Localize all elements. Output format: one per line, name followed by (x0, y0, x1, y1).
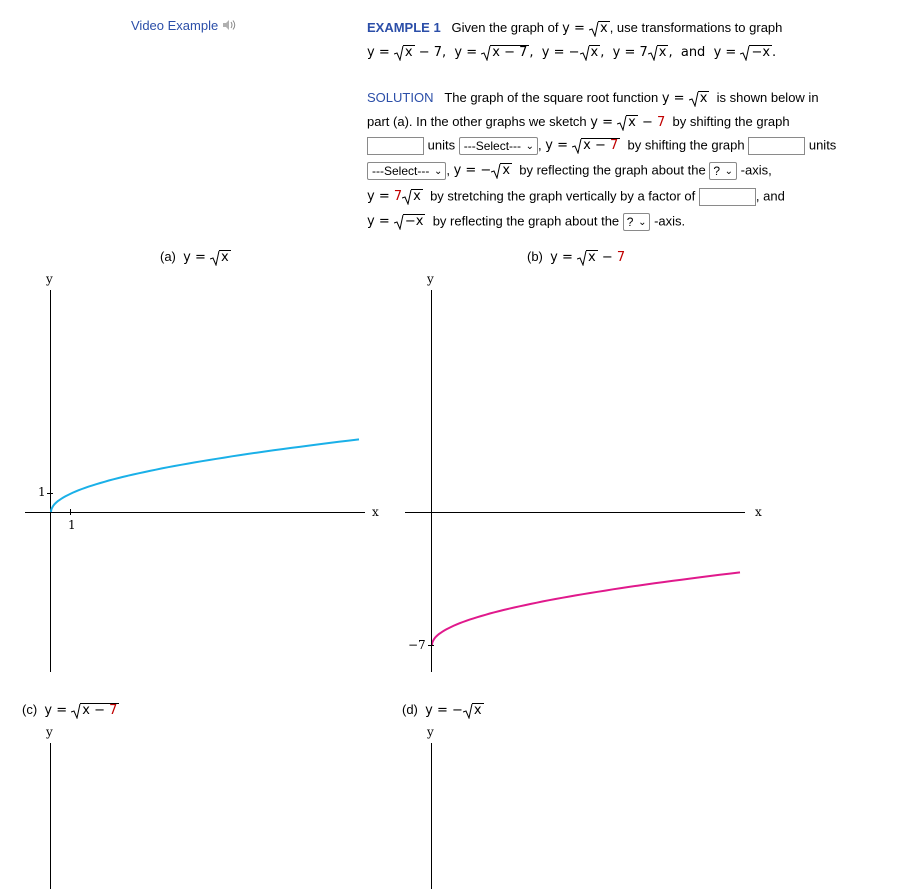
eq-7-sqrt-x: y = 7 x (367, 189, 421, 205)
select-2-value: ---Select--- (372, 164, 430, 178)
eq-sqrt-neg-x: y = −x (367, 214, 424, 230)
axis-label-1: -axis, (740, 162, 772, 178)
graph-c-y-axis (50, 743, 51, 889)
units-label-1: units (427, 137, 456, 153)
graph-b-letter: (b) (527, 249, 543, 264)
and-label: , and (755, 188, 785, 204)
solution-text-1a: The graph of the square root function (444, 90, 659, 105)
graph-a-x-label: x (372, 505, 379, 519)
solution-line-4: ---Select--- ⌄ , y = − x by reflecting the graph about the ? ⌄ -axis, (367, 162, 772, 180)
graph-b-y-axis (431, 290, 432, 672)
eq-y-sqrt-x: y = x (562, 21, 608, 36)
eq-neg-sqrt-x: y = − x (453, 163, 511, 179)
eq-sqrt-fn: y = x (661, 91, 708, 106)
graph-a-caption: (a) y = x (160, 249, 229, 265)
graph-d-caption: (d) y = − x (402, 702, 482, 718)
graph-d-letter: (d) (402, 702, 418, 717)
solution-text-2a: part (a). In the other graphs we sketch (367, 114, 587, 129)
graph-b-curve (432, 572, 740, 645)
graph-b-caption: (b) y = x − 7 (527, 249, 626, 265)
chevron-down-icon: ⌄ (525, 141, 535, 152)
graph-b-y-label: y (427, 272, 434, 286)
solution-text-5b: by stretching the graph vertically by a factor of (430, 188, 696, 204)
graph-c-caption: (c) y = x − 7 (22, 702, 118, 718)
select-1-value: ---Select--- (463, 139, 522, 153)
video-example-label: Video Example (131, 18, 219, 33)
graph-a-tick-y-label: 1 (38, 485, 46, 499)
eq-sqrt-x-minus-7-inner: y = x − 7 (545, 138, 619, 154)
graph-a-letter: (a) (160, 249, 176, 264)
graph-b-tick-y (428, 645, 434, 646)
axis-select-1-value: ? (713, 164, 721, 178)
example-line-2: y = x − 7, y = x − 7 , y = − x , y = 7 x , and y = −x . (367, 45, 777, 60)
chevron-down-icon: ⌄ (638, 217, 647, 228)
solution-text-4b: by reflecting the graph about the (519, 162, 706, 178)
units-label-2: units (808, 137, 837, 153)
example-intro-tail: , use transformations to graph (609, 20, 783, 35)
axis-label-2: -axis. (654, 213, 686, 229)
graph-b-tick-y-label: −7 (408, 638, 426, 652)
graph-b-x-axis (405, 512, 745, 513)
solution-text-6b: by reflecting the graph about the (432, 213, 620, 229)
solution-line-3: units ---Select--- ⌄ , y = x − 7 by shifting the graph units (367, 137, 836, 155)
chevron-down-icon: ⌄ (724, 166, 734, 177)
graph-a-y-label: y (46, 272, 53, 286)
graph-c-y-label: y (46, 725, 53, 739)
solution-label: SOLUTION (367, 90, 434, 105)
graph-b-x-label: x (755, 505, 762, 519)
solution-text-2b: by shifting the graph (672, 114, 790, 129)
chevron-down-icon: ⌄ (433, 166, 443, 177)
axis-select-2-value: ? (626, 215, 634, 229)
example-intro: Given the graph of (451, 20, 559, 35)
graph-d-y-label: y (427, 725, 434, 739)
graph-c-letter: (c) (22, 702, 38, 717)
eq-sqrt-x-minus-7: y = x − 7 (590, 115, 666, 130)
example-heading: EXAMPLE 1 (367, 20, 441, 35)
graph-d-y-axis (431, 743, 432, 889)
graph-a-curve (51, 439, 359, 512)
graph-a-tick-x-label: 1 (68, 518, 76, 532)
solution-text-1b: is shown below in (716, 90, 819, 105)
solution-text-3b: by shifting the graph (627, 137, 745, 153)
